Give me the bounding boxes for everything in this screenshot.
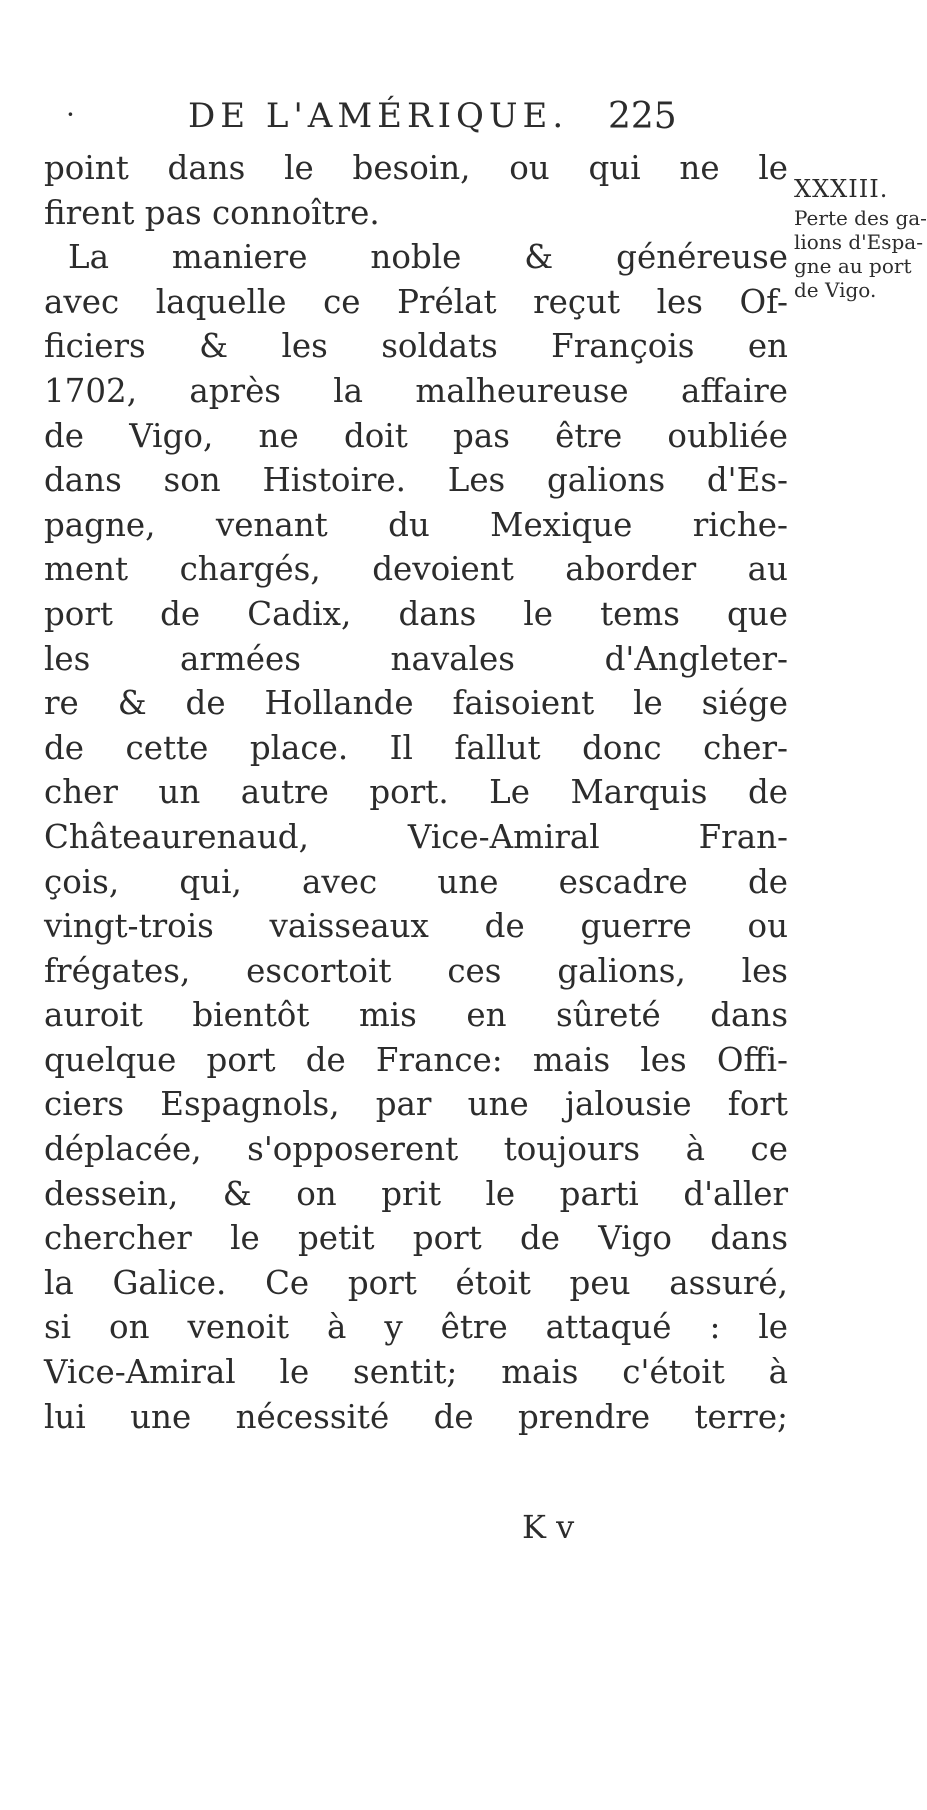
text-line: çois, qui, avec une escadre de (44, 862, 788, 901)
text-line: dessein, & on prit le parti d'aller (44, 1174, 788, 1213)
text-line: Vice-Amiral le sentit; mais c'étoit à (44, 1353, 788, 1392)
text-line: chercher le petit port de Vigo dans (44, 1219, 788, 1258)
text-line: dans son Histoire. Les galions d'Es- (44, 461, 788, 500)
text-line: pagne, venant du Mexique riche- (44, 505, 788, 544)
text-line: de cette place. Il fallut donc cher- (44, 728, 788, 767)
running-head (60, 96, 760, 136)
text-line: re & de Hollande faisoient le siége (44, 684, 788, 723)
text-line: point dans le besoin, ou qui ne le (44, 149, 788, 187)
page-number: 225 (608, 96, 677, 137)
body-text (44, 146, 788, 1439)
text-line: si on venoit à y être attaqué : le (44, 1308, 788, 1347)
text-line: firent pas connoître. (44, 193, 380, 232)
text-line: La maniere noble & généreuse (68, 238, 788, 277)
margin-note-line: de Vigo. (794, 278, 877, 302)
text-line: les armées navales d'Angleter- (44, 639, 788, 678)
running-head-title: DE L'AMÉRIQUE. (188, 96, 569, 136)
text-line: ment chargés, devoient aborder au (44, 550, 788, 589)
text-line: cher un autre port. Le Marquis de (44, 773, 788, 812)
text-line: 1702, après la malheureuse affaire (44, 371, 788, 410)
margin-note-number: XXXIII. (794, 175, 889, 203)
text-line: la Galice. Ce port étoit peu assuré, (44, 1263, 788, 1302)
text-line: de Vigo, ne doit pas être oubliée (44, 416, 788, 455)
margin-note-line: Perte des ga- (794, 206, 927, 230)
text-line: auroit bientôt mis en sûreté dans (44, 996, 788, 1035)
catchword: K v (522, 1508, 575, 1546)
text-line: ciers Espagnols, par une jalousie fort (44, 1085, 788, 1124)
text-line: quelque port de France: mais les Offi- (44, 1040, 788, 1079)
running-head-ornament: · (66, 98, 75, 131)
text-line: déplacée, s'opposerent toujours à ce (44, 1130, 788, 1169)
margin-note-line: lions d'Espa- (794, 230, 923, 254)
text-line: ficiers & les soldats François en (44, 327, 788, 366)
text-line: avec laquelle ce Prélat reçut les Of- (44, 282, 788, 321)
margin-note-line: gne au port (794, 254, 912, 278)
text-line: lui une nécessité de prendre terre; (44, 1397, 788, 1436)
text-line: frégates, escortoit ces galions, les (44, 951, 788, 990)
text-line: Châteaurenaud, Vice-Amiral Fran- (44, 817, 788, 856)
margin-note (794, 172, 927, 302)
text-line: port de Cadix, dans le tems que (44, 594, 788, 633)
text-line: vingt-trois vaisseaux de guerre ou (44, 907, 788, 946)
